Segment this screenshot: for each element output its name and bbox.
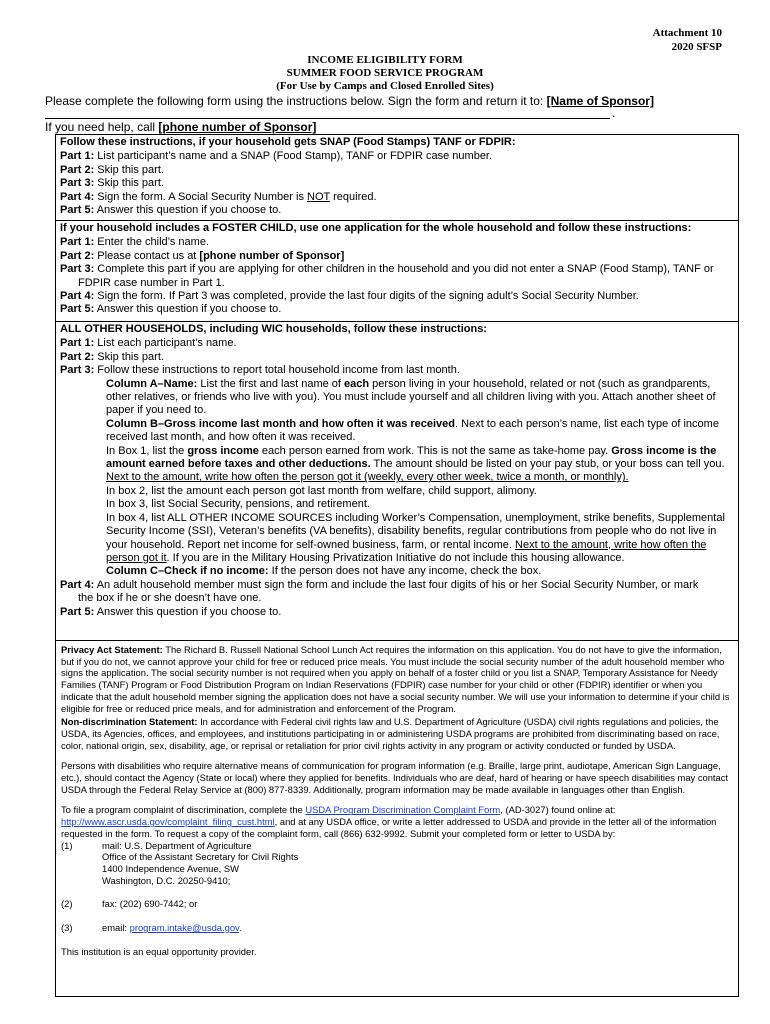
complaint-statement: To file a program complaint of discrimination, complete the USDA Program Discrimination Complaint Form, (AD-3027) found online at: http://www.ascr.usda.gov/complaint_filing_cust.html, and at any USDA office, or write a letter addressed to USDA and provide in the letter all of the information requested in the form. To request a copy of the complaint form, call (866) 632-9992. Submit your completed form or letter to USDA by: — [61, 804, 717, 839]
privacy-act-statement: Privacy Act Statement: The Richard B. Russell National School Lunch Act requires the information on this application. You do not have to give the information, but if you do not, we cannot approve your child for free or reduced price meals. You must include the social security number of the adult household member who signs the application. The social security number is not required when you apply on behalf of a foster child or you list a SNAP, Temporary Assistance for Needy Families (TANF) Program or Food Distribution Program on Indian Reservations (FDPIR) case number for your child or other (FDPIR) identifier or when you indicate that the adult household member signing the application does not have a social security number. We will use your information to determine if your child is eligible for free or reduced price meals, and for administration and enforcement of the Program. — [61, 644, 730, 714]
attachment-header — [653, 26, 722, 54]
box-2-instructions: In box 2, list the amount each person got last month from welfare, child support, alimony. — [106, 484, 537, 497]
snap-heading: Follow these instructions, if your household gets SNAP (Food Stamps) TANF or FDPIR: — [60, 136, 516, 148]
statements-box — [55, 640, 739, 997]
attachment-number: Attachment 10 — [652, 27, 722, 39]
fax-number: fax: (202) 690-7442; or — [102, 898, 198, 910]
snap-instructions-box — [55, 134, 739, 221]
mail-address: mail: U.S. Department of Agriculture Office of the Assistant Secretary for Civil Rights 1400 Independence Avenue, SW Washington, D.C. 20250-9410; — [102, 839, 299, 886]
line-period: . — [612, 106, 616, 120]
complaint-form-link[interactable]: USDA Program Discrimination Complaint Form — [305, 804, 501, 816]
form-title: INCOME ELIGIBILITY FORM — [307, 54, 463, 66]
snap-part-2: Part 2: Skip this part. — [60, 163, 164, 176]
snap-part-4: Part 4: Sign the form. A Social Security Number is NOT required. — [60, 190, 377, 203]
foster-heading: If your household includes a FOSTER CHILD, use one application for the whole household and follow these instructions: — [60, 222, 692, 234]
column-a-instructions: Column A–Name: List the first and last name of each person living in your household, related or not (such as grandparents, other relatives, or friends who live with you). You must include yourself and all children living with you. Attach another sheet of paper if you need to. — [106, 377, 716, 417]
foster-part-1: Part 1: Enter the child’s name. — [60, 236, 209, 249]
complaint-url-link[interactable]: http://www.ascr.usda.gov/complaint_filing_cust.html — [61, 816, 275, 828]
snap-part-1: Part 1: List participant’s name and a SNAP (Food Stamp), TANF or FDPIR case number. — [60, 150, 493, 163]
foster-part-2: Part 2: Please contact us at [phone number of Sponsor] — [60, 249, 345, 262]
sponsor-name: [Name of Sponsor] — [546, 94, 654, 108]
disabilities-statement: Persons with disabilities who require alternative means of communication for program information (e.g. Braille, large print, audiotape, American Sign Language, etc.), should contact the Agency (State or local) where they applied for benefits. Individuals who are deaf, hard of hearing or have speech disabilities may contact USDA through the Federal Relay Service at (800) 877-8339. Additionally, program information may be made available in languages other than English. — [61, 760, 729, 795]
other-part-4-cont: the box if he or she doesn’t have one. — [78, 592, 262, 605]
box-3-instructions: In box 3, list Social Security, pensions, and retirement. — [106, 498, 370, 511]
box-4-instructions: In box 4, list ALL OTHER INCOME SOURCES including Worker’s Compensation, unemployment, strike benefits, Supplemental Security Income (SSI), Veteran’s benefits (VA benefits), disability benefits, regular contributions from people who do not live in your household. Report net income for self-owned business, farm, or rental income. Next to the amount, write how often the person got it. If you are in the Military Housing Privatization Initiative do not include this housing allowance. — [106, 511, 725, 564]
other-part-2: Part 2: Skip this part. — [60, 350, 164, 363]
fax-item — [61, 898, 733, 910]
email-item-number: (3) — [61, 922, 73, 934]
non-discrimination-statement: Non-discrimination Statement: In accordance with Federal civil rights law and U.S. Department of Agriculture (USDA) civil rights regulations and policies, the USDA, its Agencies, offices, and employees, and institutions participating in or administering USDA programs are prohibited from discriminating based on race, color, national origin, sex, disability, age, or reprisal or retaliation for prior civil rights activity in any program or activity conducted or funded by USDA. — [61, 716, 720, 751]
intro-instruction: Please complete the following form using the instructions below. Sign the form and return it to: — [45, 94, 547, 108]
snap-part-5: Part 5: Answer this question if you choose to. — [60, 204, 282, 217]
foster-part-3-cont: FDPIR case number in Part 1. — [78, 276, 225, 289]
snap-part-3: Part 3: Skip this part. — [60, 177, 164, 190]
fax-item-number: (2) — [61, 898, 73, 910]
box-1-instructions: In Box 1, list the gross income each person earned from work. This is not the same as take-home pay. Gross income is the amount earned before taxes and other deductions. The amount should be listed on your pay stub, or your boss can tell you. Next to the amount, write how often the person got it (weekly, every other week, twice a month, or monthly). — [106, 444, 725, 484]
intro-text — [45, 94, 725, 108]
other-households-box — [55, 321, 739, 641]
foster-part-3: Part 3: Complete this part if you are applying for other children in the household and you did not enter a SNAP (Food Stamp), TANF or — [60, 263, 714, 276]
return-address-line — [45, 118, 610, 119]
other-part-4: Part 4: An adult household member must sign the form and include the last four digits of his or her Social Security Number, or mark — [60, 578, 699, 591]
other-part-5: Part 5: Answer this question if you choose to. — [60, 605, 282, 618]
help-text — [45, 121, 316, 134]
program-title: SUMMER FOOD SERVICE PROGRAM — [286, 67, 484, 79]
column-c-instructions: Column C–Check if no income: If the person does not have any income, check the box. — [106, 565, 542, 578]
mail-item-number: (1) — [61, 839, 73, 851]
other-part-3: Part 3: Follow these instructions to report total household income from last month. — [60, 364, 460, 377]
help-prefix: If you need help, call — [45, 120, 159, 134]
mail-item — [61, 840, 733, 887]
form-title-block — [0, 54, 770, 93]
form-subtitle: (For Use by Camps and Closed Enrolled Sites) — [276, 80, 494, 92]
email-item — [61, 922, 733, 934]
column-b-instructions: Column B–Gross income last month and how often it was received. Next to each person’s name, list each type of income received last month, and how often it was received. — [106, 417, 719, 444]
help-phone: [phone number of Sponsor] — [158, 120, 317, 134]
email-line: email: program.intake@usda.gov. — [102, 922, 242, 934]
program-year: 2020 SFSP — [671, 41, 722, 53]
other-part-1: Part 1: List each participant’s name. — [60, 337, 237, 350]
foster-part-4: Part 4: Sign the form. If Part 3 was completed, provide the last four digits of the signing adult’s Social Security Number. — [60, 290, 639, 303]
foster-instructions-box — [55, 220, 739, 322]
other-heading: ALL OTHER HOUSEHOLDS, including WIC households, follow these instructions: — [60, 323, 487, 335]
foster-part-5: Part 5: Answer this question if you choose to. — [60, 303, 282, 316]
email-link[interactable]: program.intake@usda.gov — [129, 922, 240, 934]
equal-opportunity-statement: This institution is an equal opportunity provider. — [61, 945, 257, 957]
